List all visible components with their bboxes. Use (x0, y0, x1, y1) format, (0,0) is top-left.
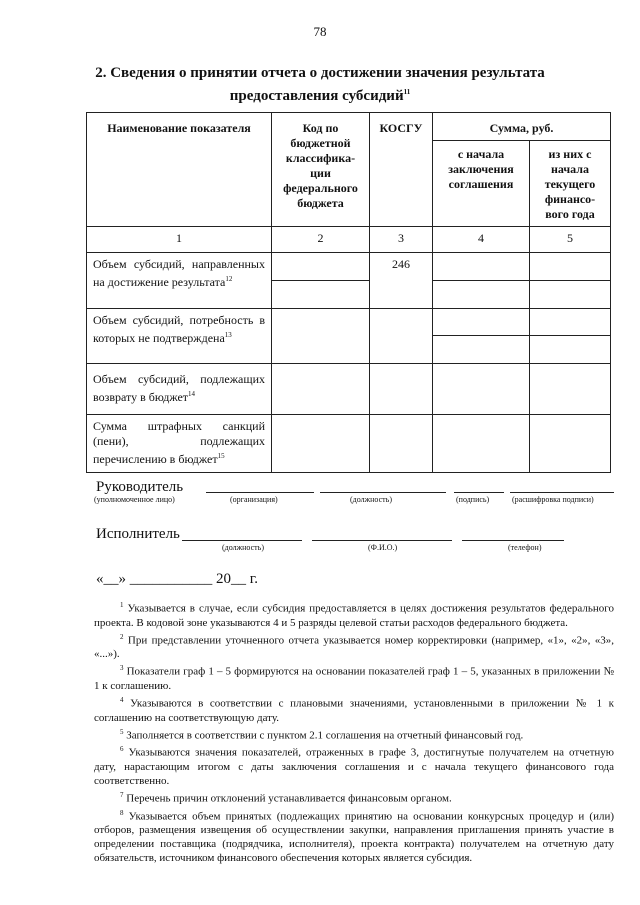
row-indicator-2-text: Объем субсидий, потребность в которых не подтверждена (93, 313, 265, 345)
cell-sum-a[interactable] (433, 415, 530, 473)
footnote-num: 2 (120, 632, 124, 641)
cell-sum-b[interactable] (530, 253, 611, 281)
section-title (80, 64, 560, 106)
footnote-num: 6 (120, 745, 124, 754)
footnote-text: При представлении уточненного отчета указывается номер корректировки (например, «1», «2», «3», «...»). (94, 634, 615, 661)
footnote-text: Указываются в соответствии с плановыми значениями, установленными в приложении № 1 к соглашению на соответствующую дату. (94, 697, 614, 724)
cell-code[interactable] (272, 309, 370, 364)
page-number: 78 (313, 24, 327, 39)
cell-sum-b[interactable] (530, 309, 611, 336)
cell-sum-b[interactable] (530, 281, 611, 309)
footnote-num: 3 (120, 664, 124, 673)
cell-code[interactable] (272, 281, 370, 309)
rukovoditel-label: Руководитель (96, 479, 184, 495)
cell-sum-b[interactable] (530, 415, 611, 473)
row-indicator-1 (87, 253, 272, 309)
caption-position: (должность) (350, 495, 392, 504)
org-line[interactable] (206, 492, 314, 493)
footnote-ref-15: 15 (217, 452, 225, 460)
caption-signature: (подпись) (456, 495, 490, 504)
caption-phone: (телефон) (508, 543, 542, 552)
footnote-1 (94, 598, 614, 630)
header-sum: Сумма, руб. (433, 113, 611, 141)
header-indicator-name: Наименование показателя (87, 113, 272, 227)
decode-line[interactable] (510, 492, 614, 493)
footnote-3 (94, 661, 614, 693)
footnote-num: 1 (120, 601, 124, 609)
footnote-ref-13: 13 (224, 331, 232, 339)
footnote-num: 8 (120, 808, 124, 817)
section-title-line2-text: предоставления субсидий (229, 88, 404, 104)
signature-line[interactable] (454, 492, 504, 493)
fio-line[interactable] (312, 540, 452, 541)
footnote-text: Перечень причин отклонений устанавливается финансовым органом. (126, 792, 452, 805)
cell-code[interactable] (272, 253, 370, 281)
section-title-line1: 2. Сведения о принятии отчета о достижении значения результата (95, 65, 545, 81)
cell-code[interactable] (272, 415, 370, 473)
footnote-ref-11: 11 (403, 88, 411, 96)
isp-position-line[interactable] (182, 540, 302, 541)
footnote-text: Указывается в случае, если субсидия предоставляется в целях достижения результатов федерального проекта. В кодовой зоне указываются 4 и 5 разряды целевой статьи расходов федерального бюджета. (94, 602, 615, 629)
footnote-5 (94, 725, 614, 743)
footnote-2 (94, 630, 614, 662)
cell-sum-a[interactable] (433, 253, 530, 281)
footnotes (94, 598, 614, 865)
cell-kosgu[interactable] (370, 364, 433, 415)
cell-sum-b[interactable] (530, 336, 611, 364)
header-kosgu: КОСГУ (370, 113, 433, 227)
footnote-num: 4 (120, 695, 124, 704)
position-line[interactable] (320, 492, 446, 493)
section-title-line2 (80, 83, 560, 106)
row-indicator-2 (87, 309, 272, 364)
phone-line[interactable] (462, 540, 564, 541)
cell-code[interactable] (272, 364, 370, 415)
cell-sum-b[interactable] (530, 364, 611, 415)
caption-isp-position: (должность) (222, 543, 264, 552)
col-number-3: 3 (370, 227, 433, 253)
footnote-7 (94, 788, 614, 806)
cell-kosgu[interactable] (370, 309, 433, 364)
row-indicator-3 (87, 364, 272, 415)
footnote-4 (94, 693, 614, 725)
row-indicator-1-text: Объем субсидий, направленных на достижение результата (93, 257, 265, 289)
cell-sum-a[interactable] (433, 281, 530, 309)
footnote-text: Указываются значения показателей, отраженных в графе 3, достигнутые получателем на отчетную дату, нарастающим итогом с даты заключения соглашения и с начала текущего финансового года соответственно. (94, 746, 615, 787)
results-table (86, 112, 611, 473)
cell-kosgu[interactable] (370, 415, 433, 473)
col-number-5: 5 (530, 227, 611, 253)
footnote-num: 5 (120, 727, 124, 736)
header-budget-code: Код по бюджетной классифика-ции федерального бюджета (272, 113, 370, 227)
cell-sum-a[interactable] (433, 364, 530, 415)
row-indicator-3-text: Объем субсидий, подлежащих возврату в бюджет (93, 372, 265, 404)
col-number-2: 2 (272, 227, 370, 253)
caption-decode: (расшифровка подписи) (512, 495, 594, 504)
cell-kosgu-1: 246 (370, 253, 433, 309)
cell-sum-a[interactable] (433, 336, 530, 364)
col-number-1: 1 (87, 227, 272, 253)
caption-fio: (Ф.И.О.) (368, 543, 398, 552)
footnote-ref-14: 14 (188, 390, 196, 398)
date-line[interactable]: «__» ___________ 20__ г. (96, 571, 258, 587)
footnote-num: 7 (120, 790, 124, 799)
row-indicator-4 (87, 415, 272, 473)
footnote-text: Заполняется в соответствии с пунктом 2.1 соглашения на отчетный финансовый год. (126, 729, 524, 742)
row-indicator-4-text: Сумма штрафных санкций (пени), подлежащих перечислению в бюджет (93, 419, 265, 466)
col-number-4: 4 (433, 227, 530, 253)
ispolnitel-label: Исполнитель (96, 526, 180, 542)
header-sum-since-agreement: с начала заключения соглашения (433, 141, 530, 227)
caption-organization: (организация) (230, 495, 278, 504)
footnote-text: Показатели граф 1 – 5 формируются на основании показателей граф 1 – 5, указанных в приложении № 1 к соглашению. (94, 665, 615, 692)
footnote-ref-12: 12 (225, 275, 233, 283)
caption-authorized: (уполномоченное лицо) (94, 495, 175, 504)
footnote-8 (94, 806, 614, 866)
footnote-text: Указывается объем принятых (подлежащих принятию на основании конкурсных процедур и (или) отборов, размещения извещения об осуществлении закупки, направления приглашения принять участие в определении поставщика (подрядчика, исполнителя), проекта контракта) получателем на отчетную дату обязательств, источником финансового обеспечения которых является субсидия. (94, 810, 615, 865)
footnote-6 (94, 742, 614, 788)
cell-sum-a[interactable] (433, 309, 530, 336)
header-sum-current-year: из них с начала текущего финансо-вого года (530, 141, 611, 227)
